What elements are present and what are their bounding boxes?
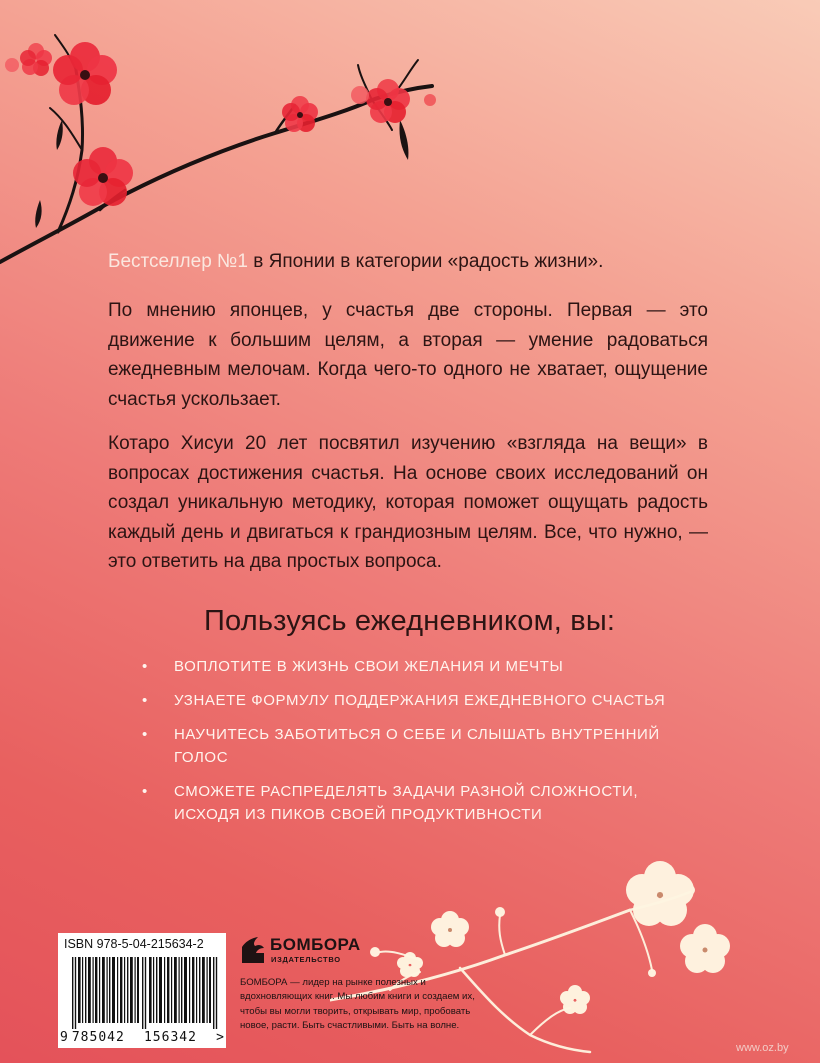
benefit-item xyxy=(138,689,698,712)
bestseller-rest: в Японии в категории «радость жизни». xyxy=(248,251,604,272)
barcode-digit-end: > xyxy=(216,1030,224,1045)
store-watermark: www.oz.by xyxy=(736,1042,789,1054)
bullet-marker: • xyxy=(142,726,148,743)
benefits-list xyxy=(138,655,698,837)
barcode-bars xyxy=(72,957,220,1029)
bullet-marker: • xyxy=(142,783,148,800)
barcode xyxy=(58,933,226,1048)
publisher-logo xyxy=(240,933,370,969)
benefit-text: УЗНАЕТЕ ФОРМУЛУ ПОДДЕРЖАНИЯ ЕЖЕДНЕВНОГО СЧАСТЬЯ xyxy=(174,692,666,709)
bombora-wave-icon xyxy=(240,935,266,965)
bestseller-accent: Бестселлер №1 xyxy=(108,251,248,272)
benefit-text: СМОЖЕТЕ РАСПРЕДЕЛЯТЬ ЗАДАЧИ РАЗНОЙ СЛОЖНОСТИ, ИСХОДЯ ИЗ ПИКОВ СВОЕЙ ПРОДУКТИВНОСТИ xyxy=(174,783,639,823)
benefit-text: НАУЧИТЕСЬ ЗАБОТИТЬСЯ О СЕБЕ И СЛЫШАТЬ ВНУТРЕННИЙ ГОЛОС xyxy=(174,726,660,766)
bestseller-line xyxy=(108,247,708,277)
cherry-blossom-branch-illustration xyxy=(0,0,460,270)
benefits-heading: Пользуясь ежедневником, вы: xyxy=(204,605,616,637)
benefit-item xyxy=(138,655,698,678)
isbn-text: ISBN 978-5-04-215634-2 xyxy=(64,937,204,951)
description-paragraph-1: По мнению японцев, у счастья две стороны. Первая — это движение к большим целям, а вторая — умение радоваться ежедневным мелочам. Когда чего-то одного не хватает, ощущение счастья ускользает. xyxy=(108,300,708,410)
bullet-marker: • xyxy=(142,658,148,675)
publisher-description: БОМБОРА — лидер на рынке полезных и вдохновляющих книг. Мы любим книги и создаем их, чтобы вы могли творить, открывать мир, пробовать новое, расти. Быть счастливыми. Быть на волне. xyxy=(240,977,475,1031)
publisher-name: БОМБОРА xyxy=(270,935,361,954)
barcode-digit-first: 9 xyxy=(60,1030,68,1045)
benefit-item xyxy=(138,780,698,826)
barcode-digits xyxy=(60,1030,224,1045)
barcode-digits-right: 156342 xyxy=(143,1030,197,1045)
benefit-text: ВОПЛОТИТЕ В ЖИЗНЬ СВОИ ЖЕЛАНИЯ И МЕЧТЫ xyxy=(174,658,564,675)
barcode-digits-left: 785042 xyxy=(71,1030,125,1045)
description-paragraph-2: Котаро Хисуи 20 лет посвятил изучению «взгляда на вещи» в вопросах достижения счастья. На основе своих исследований он создал уникальную методику, которая поможет ощущать радость каждый день и двигаться к грандиозным целям. Все, что нужно, — это ответить на два простых вопроса. xyxy=(108,433,708,572)
benefit-item xyxy=(138,723,698,769)
bullet-marker: • xyxy=(142,692,148,709)
publisher-subtitle: ИЗДАТЕЛЬСТВО xyxy=(271,955,341,964)
